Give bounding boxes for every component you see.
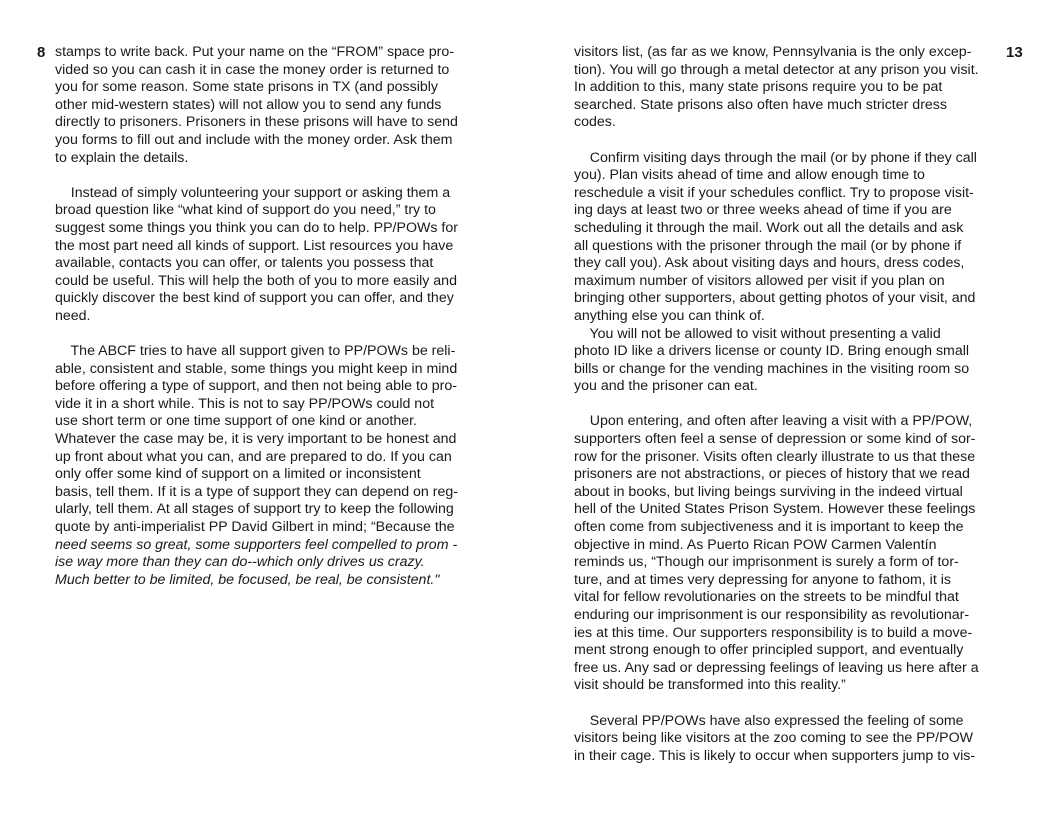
text-line: supporters often feel a sense of depression or some kind of sor- [574,431,976,448]
text-line: vided so you can cash it in case the money order is returned to [55,61,450,78]
text-line: reschedule a visit if your schedules conflict. Try to propose visit- [574,184,974,201]
text-line: In addition to this, many state prisons require you to be pat [574,79,943,96]
text-line: you and the prisoner can eat. [574,378,758,395]
text-line: hell of the United States Prison System. However these feelings [574,501,976,518]
text-line: available, contacts you can offer, or talents you possess that [55,255,434,272]
text-line: visit should be transformed into this reality.” [574,677,846,694]
paragraph-break [55,167,485,185]
paragraph-break [55,326,485,344]
text-line: Whatever the case may be, it is very important to be honest and [55,431,457,448]
text-line: vital for fellow revolutionaries on the streets to be mindful that [574,589,959,606]
text-line: anything else you can think of. [574,307,765,324]
text-line: stamps to write back. Put your name on the “FROM” space pro- [55,44,454,60]
left-page-number: 8 [37,44,46,61]
text-line: basis, tell them. If it is a type of support they can depend on reg- [55,483,458,500]
text-line: prisoners are not abstractions, or pieces of history that we read [574,466,970,483]
text-line: bills or change for the vending machines in the visiting room so [574,360,970,377]
text-line: tion). You will go through a metal detector at any prison you visit. [574,61,979,78]
text-line: broad question like “what kind of support do you need,” try to [55,202,436,219]
text-line: You will not be allowed to visit without presenting a valid [574,325,941,342]
text-line: The ABCF tries to have all support given to PP/POWs be reli- [55,343,456,360]
text-line: row for the prisoner. Visits often clearly illustrate to us that these [574,448,976,465]
paragraph-break [574,396,1004,414]
text-line: other mid-western states) will not allow you to send any funds [55,96,442,113]
text-line: up front about what you can, and are prepared to do. If you can [55,448,452,465]
text-line: enduring our imprisonment is our responsibility as revolutionar- [574,607,970,623]
text-line: vide it in a short while. This is not to say PP/POWs could not [55,395,435,412]
text-line: need. [55,307,91,324]
text-line: ise way more than they can do--which only drives us crazy. [55,554,425,571]
text-line: they call you). Ask about visiting days and hours, dress codes, [574,255,965,272]
paragraph-break [574,695,1004,713]
text-line: you for some reason. Some state prisons in TX (and possibly [55,79,438,96]
text-line: codes. [574,114,616,131]
text-line: bringing other supporters, about getting photos of your visit, and [574,290,976,307]
text-line: about in books, but living beings surviving in the indeed virtual [574,483,963,500]
text-line: the most part need all kinds of support. List resources you have [55,237,454,254]
text-line: before offering a type of support, and then not being able to pro- [55,378,458,395]
text-line: objective in mind. As Puerto Rican POW Carmen Valentín [574,536,937,553]
text-line: to explain the details. [55,149,189,166]
text-line: directly to prisoners. Prisoners in these prisons will have to send [55,114,458,131]
text-line: ies at this time. Our supporters responsibility is to build a move- [574,624,973,641]
text-line: quote by anti-imperialist PP David Gilbert in mind; “Because the [55,519,455,536]
text-line: scheduling it through the mail. Work out all the details and ask [574,219,964,236]
text-line: visitors being like visitors at the zoo coming to see the PP/POW [574,730,973,747]
right-page-number: 13 [1006,44,1023,61]
text-line: in their cage. This is likely to occur when supporters jump to vis- [574,747,976,764]
text-line: use short term or one time support of one kind or another. [55,413,417,430]
text-line: Much better to be limited, be focused, be real, be consistent." [55,571,440,588]
text-line: able, consistent and stable, some things you might keep in mind [55,360,458,377]
text-line: you forms to fill out and include with the money order. Ask them [55,131,453,148]
text-line: only offer some kind of support on a limited or inconsistent [55,466,421,483]
text-line: could be useful. This will help the both of you to more easily and [55,272,457,289]
text-line: Upon entering, and often after leaving a visit with a PP/POW, [574,413,973,430]
text-line: Several PP/POWs have also expressed the feeling of some [574,712,964,729]
text-line: ularly, tell them. At all stages of support try to keep the following [55,501,454,518]
paragraph-break [574,132,1004,150]
text-line: quickly discover the best kind of support you can offer, and they [55,290,454,307]
text-line: need seems so great, some supporters feel compelled to prom - [55,536,458,553]
text-line: all questions with the prisoner through the mail (or by phone if [574,237,962,254]
right-page-text [574,44,1004,765]
text-line: ment strong enough to offer principled support, and eventually [574,642,964,659]
text-line: reminds us, “Though our imprisonment is surely a form of tor- [574,554,959,571]
text-line: ture, and at times very depressing for anyone to fathom, it is [574,571,951,588]
text-line: ing days at least two or three weeks ahead of time if you are [574,202,952,219]
text-line: Confirm visiting days through the mail (or by phone if they call [574,149,977,166]
text-line: Instead of simply volunteering your support or asking them a [55,184,451,201]
left-page-text [55,44,485,589]
text-line: searched. State prisons also often have much stricter dress [574,96,947,113]
text-line: visitors list, (as far as we know, Pennsylvania is the only excep- [574,44,972,60]
text-line: you). Plan visits ahead of time and allow enough time to [574,167,925,184]
text-line: free us. Any sad or depressing feelings of leaving us here after a [574,659,979,676]
text-line: suggest some things you think you can do to help. PP/POWs for [55,219,458,236]
text-line: often come from subjectiveness and it is important to keep the [574,519,964,536]
text-line: photo ID like a drivers license or county ID. Bring enough small [574,343,970,360]
text-line: maximum number of visitors allowed per visit if you plan on [574,272,945,289]
